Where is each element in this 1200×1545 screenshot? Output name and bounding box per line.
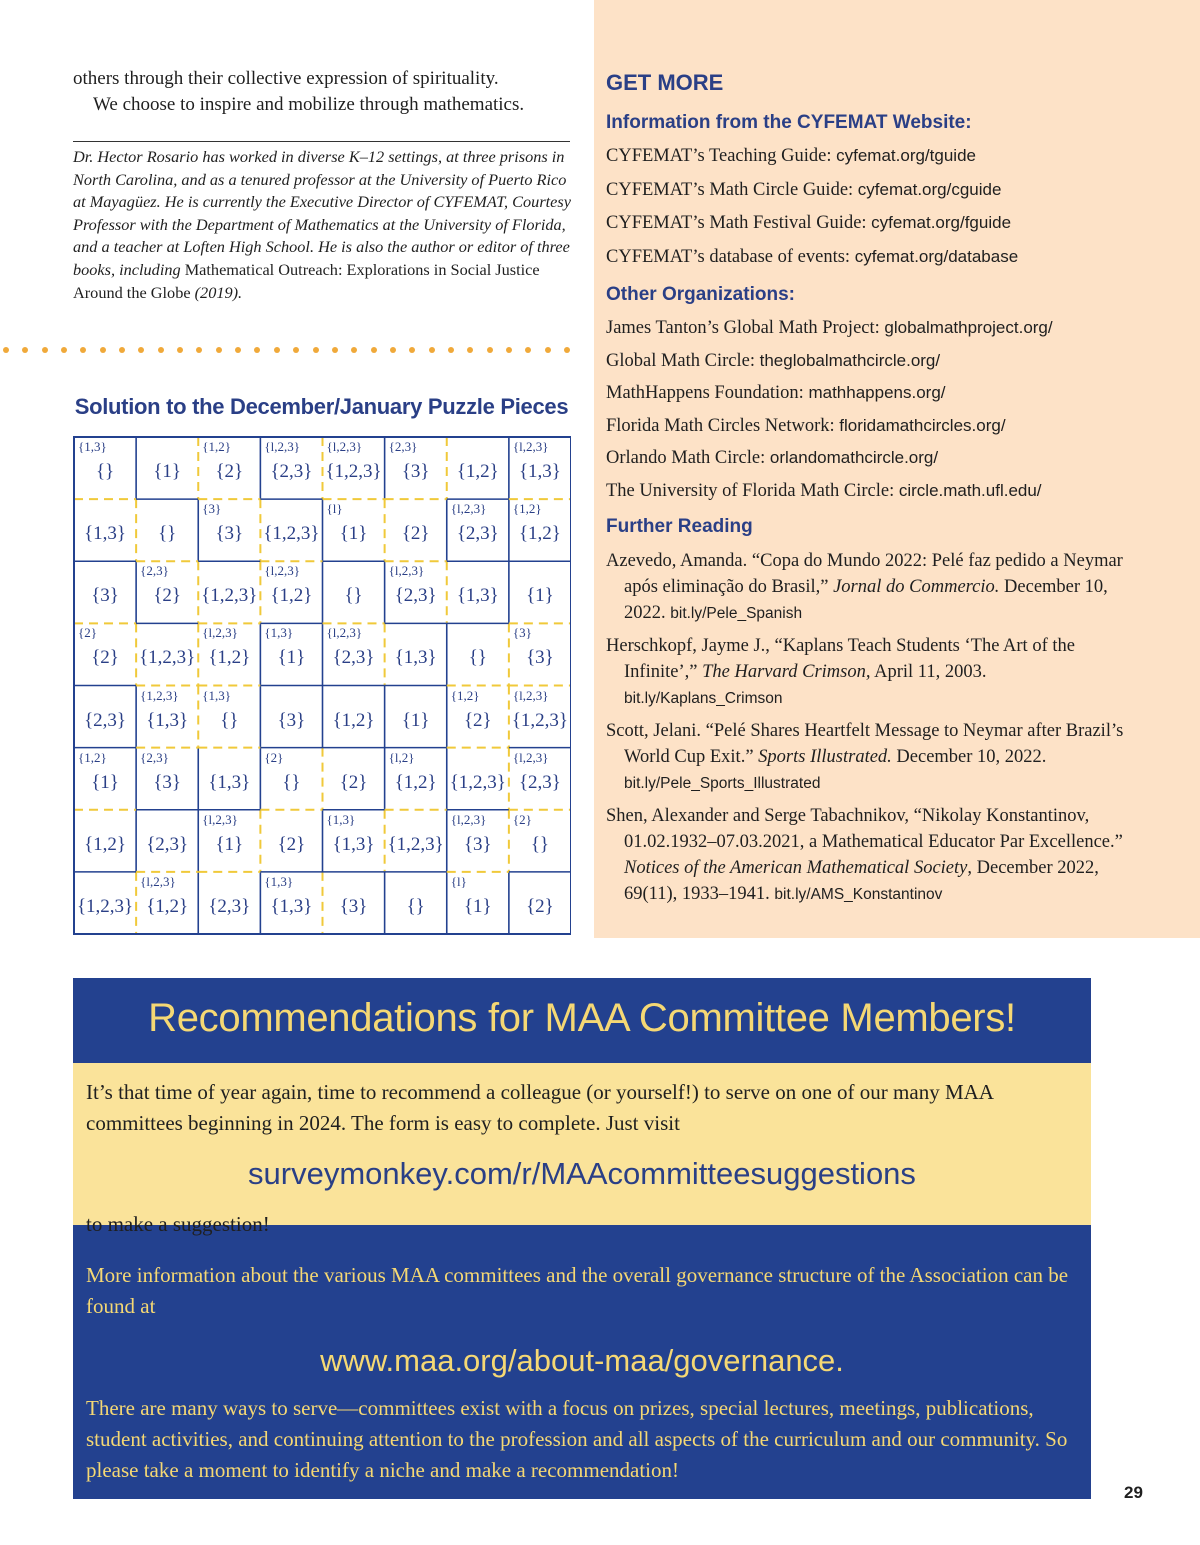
dotted-separator — [0, 344, 570, 356]
body-line: We choose to inspire and mobilize through mathematics. — [93, 94, 525, 115]
banner-paragraph: More information about the various MAA committees and the overall governance structure of the Association can be found at — [86, 1263, 1069, 1318]
cell-solution: {2} — [277, 833, 306, 855]
cell-solution: {3} — [463, 833, 492, 855]
separator-dot — [119, 347, 125, 353]
cell-solution: {1,3} — [146, 709, 189, 731]
separator-dot — [332, 347, 338, 353]
cell-solution: {1,3} — [518, 461, 561, 482]
cell-solution: {2,3} — [84, 709, 127, 731]
reference-item — [606, 718, 1146, 797]
get-more-heading: GET MORE — [606, 70, 724, 95]
cell-corner-label: {l,2,3} — [388, 563, 425, 579]
article-ending — [73, 66, 573, 118]
cell-solution: {3} — [91, 585, 119, 607]
reference-item — [606, 803, 1146, 908]
cell-corner-label: {l,2,3} — [326, 439, 363, 454]
reference-date: , December 2022, 69(11), 1933–1941. — [624, 858, 1099, 904]
separator-dot — [80, 347, 86, 353]
cyfemat-link — [606, 178, 1001, 202]
org-link-url[interactable]: theglobalmathcircle.org/ — [759, 350, 941, 370]
org-link — [606, 414, 1006, 438]
body-line: others through their collective expression of spirituality. — [73, 68, 499, 89]
bio-year: (2019). — [190, 282, 243, 302]
banner-paragraph: to make a suggestion! — [86, 1212, 270, 1236]
cell-corner-label: {l,2,3} — [512, 749, 549, 765]
cell-solution: {} — [406, 895, 425, 917]
cyfemat-link-label: CYFEMAT’s database of events: — [606, 246, 855, 267]
cell-solution: {2} — [215, 461, 244, 482]
cell-solution: {2} — [339, 771, 368, 793]
reference-source: Jornal do Commercio. — [833, 577, 1000, 597]
cell-solution: {1} — [215, 833, 244, 855]
reference-source: The Harvard Crimson, — [702, 662, 871, 682]
org-link-label: Orlando Math Circle: — [606, 448, 770, 468]
cell-solution: {} — [282, 771, 301, 793]
cell-solution: {1,3} — [270, 895, 313, 917]
cyfemat-link-label: CYFEMAT’s Teaching Guide: — [606, 146, 837, 166]
reference-url[interactable]: bit.ly/AMS_Konstantinov — [774, 886, 943, 903]
cell-solution: {1,2} — [208, 647, 251, 669]
cell-solution: {} — [468, 647, 487, 669]
cyfemat-link — [606, 245, 1018, 269]
puzzle-grid — [73, 436, 571, 935]
other-orgs-heading: Other Organizations: — [606, 284, 795, 305]
separator-dot — [254, 347, 260, 353]
org-link-url[interactable]: orlandomathcircle.org/ — [769, 448, 939, 467]
cell-solution: {3} — [401, 461, 430, 482]
cell-solution: {1,3} — [208, 771, 251, 793]
separator-dot — [487, 347, 493, 353]
cell-corner-label: {l,2,3} — [264, 439, 300, 454]
cell-solution: {2} — [401, 523, 430, 545]
cell-solution: {1,3} — [456, 585, 499, 607]
separator-dot — [293, 347, 299, 353]
reference-text: Azevedo, Amanda. “Copa do Mundo 2022: Pelé faz pedido a Neymar após eliminação do Brasil,” — [606, 551, 1123, 597]
org-link-url[interactable]: mathhappens.org/ — [808, 383, 946, 402]
cell-solution: {3} — [339, 895, 368, 917]
cell-corner-label: {1,3} — [326, 811, 356, 827]
banner-title: Recommendations for MAA Committee Members! — [148, 996, 1016, 1040]
cell-corner-label: {1,2,3} — [140, 687, 179, 703]
separator-dot — [467, 347, 473, 353]
cell-solution: {1} — [463, 895, 492, 917]
cell-corner-label: {l,2,3} — [512, 439, 549, 454]
cell-solution: {1} — [91, 771, 119, 793]
org-link-url[interactable]: circle.math.ufl.edu/ — [898, 480, 1042, 500]
page-number: 29 — [1124, 1483, 1143, 1502]
cell-solution: {2,3} — [146, 833, 189, 855]
cell-solution: {1} — [277, 647, 306, 669]
separator-dot — [42, 347, 48, 353]
reference-url[interactable]: bit.ly/Kaplans_Crimson — [624, 690, 783, 707]
cell-solution: {2,3} — [332, 647, 375, 669]
cell-solution: {1,2} — [146, 895, 189, 917]
cell-solution: {1,2,3} — [263, 523, 320, 545]
cell-corner-label: {l} — [326, 501, 343, 517]
separator-dot — [448, 347, 454, 353]
puzzle-grid-lines — [73, 436, 571, 935]
cyfemat-link-url[interactable]: cyfemat.org/fguide — [871, 213, 1012, 232]
cell-solution: {3} — [526, 647, 554, 669]
cell-corner-label: {1,2} — [202, 439, 231, 454]
reference-text: Herschkopf, Jayme J., “Kaplans Teach Students ‘The Art of the Infinite’,” — [606, 636, 1075, 682]
cell-solution: {1,3} — [394, 647, 437, 669]
cell-corner-label: {3} — [512, 625, 532, 641]
cell-solution: {1,2,3} — [76, 895, 134, 917]
cell-corner-label: {1,3} — [202, 687, 231, 703]
cell-solution: {1,2,3} — [325, 461, 382, 482]
cell-solution: {2} — [463, 709, 492, 731]
org-link-label: The University of Florida Math Circle: — [606, 480, 899, 501]
cell-corner-label: {2} — [264, 749, 284, 765]
bio-text: Dr. Hector Rosario has worked in diverse K–12 settings, at three prisons in North Carolina, and as a tenured professor at the University of Puerto Rico at Mayagüez. He is currently the Executive Director of CYFEMAT, Courtesy Professor with the Department of Mathematics at the University of Florida, and a teacher at Loften High School. He is also the author or editor of three books, including — [73, 147, 571, 279]
reference-item — [606, 633, 1146, 712]
org-link-label: James Tanton’s Global Math Project: — [606, 318, 885, 338]
author-bio — [73, 146, 573, 304]
cell-corner-label: {l,2,3} — [326, 625, 363, 641]
separator-dot — [22, 347, 28, 353]
further-reading-heading: Further Reading — [606, 516, 753, 537]
cell-solution: {1,3} — [84, 523, 127, 545]
org-link-url[interactable]: floridamathcircles.org/ — [839, 415, 1006, 435]
reference-source: Notices of the American Mathematical Society — [624, 858, 968, 878]
cell-corner-label: {2,3} — [140, 563, 169, 579]
org-link — [606, 349, 940, 373]
cell-corner-label: {l,2,3} — [140, 873, 176, 889]
cell-solution: {1,2} — [456, 461, 499, 482]
cell-corner-label: {l,2,3} — [202, 811, 238, 827]
cyfemat-link-url[interactable]: cyfemat.org/cguide — [857, 179, 1002, 199]
org-link — [606, 316, 1053, 340]
cyfemat-link-label: CYFEMAT’s Math Circle Guide: — [606, 179, 858, 200]
separator-dot — [313, 347, 319, 353]
cell-solution: {1,2,3} — [139, 647, 196, 669]
cell-solution: {1,2} — [270, 585, 313, 607]
cell-solution: {2,3} — [518, 771, 561, 793]
separator-dot — [409, 347, 415, 353]
org-link — [606, 381, 946, 405]
cell-solution: {1,2,3} — [387, 833, 444, 855]
cell-solution: {2} — [153, 585, 182, 607]
reference-date: April 11, 2003. — [870, 662, 987, 682]
cell-corner-label: {l,2,3} — [202, 625, 238, 641]
cell-solution: {1,2,3} — [449, 771, 506, 793]
cell-solution: {2} — [526, 895, 554, 917]
separator-dot — [429, 347, 435, 353]
cell-corner-label: {l,2,3} — [450, 811, 487, 827]
cell-solution: {} — [530, 833, 550, 855]
cell-corner-label: {1,2} — [450, 687, 480, 703]
cell-corner-label: {l,2,3} — [512, 687, 549, 703]
cell-solution: {2,3} — [270, 461, 313, 482]
cell-solution: {1} — [526, 585, 554, 607]
cell-solution: {1,2} — [518, 523, 561, 545]
separator-dot — [158, 347, 164, 353]
cell-corner-label: {1,3} — [264, 873, 294, 889]
reference-date: December 10, 2022. — [891, 747, 1047, 767]
puzzle-title: Solution to the December/January Puzzle Pieces — [74, 394, 569, 419]
bio-book-title: Mathematical Outreach: Explorations in Social Justice Around the Globe — [73, 259, 540, 302]
org-link-label: Florida Math Circles Network: — [606, 415, 840, 436]
separator-dot — [390, 347, 396, 353]
org-link-label: Global Math Circle: — [606, 350, 760, 371]
banner-paragraph: It’s that time of year again, time to recommend a colleague (or yourself!) to serve on one of our many MAA committees beginning in 2024. The form is easy to complete. Just visit — [86, 1080, 993, 1135]
cyfemat-link-url[interactable]: cyfemat.org/database — [854, 246, 1019, 266]
banner-paragraph: There are many ways to serve—committees exist with a focus on prizes, special lectures, meetings, publications, student activities, and continuing attention to the profession and all aspects of the curriculum and our community. So please take a moment to identify a niche and make a recommendation! — [86, 1396, 1068, 1482]
cell-solution: {} — [344, 585, 363, 607]
divider — [73, 141, 570, 142]
cell-solution: {1,2} — [394, 771, 437, 793]
cell-corner-label: {l,2,3} — [264, 563, 300, 579]
cell-solution: {2,3} — [456, 523, 499, 545]
reference-item — [606, 548, 1146, 627]
separator-dot — [564, 347, 570, 353]
separator-dot — [235, 347, 241, 353]
separator-dot — [545, 347, 551, 353]
survey-link[interactable]: surveymonkey.com/r/MAAcommitteesuggestions — [248, 1156, 916, 1191]
cell-solution: {1} — [339, 523, 368, 545]
cell-corner-label: {1,3} — [264, 625, 294, 641]
cell-solution: {1,2,3} — [511, 709, 569, 731]
cell-solution: {2,3} — [208, 895, 251, 917]
separator-dot — [196, 347, 202, 353]
reference-url[interactable]: bit.ly/Pele_Sports_Illustrated — [624, 775, 821, 792]
cell-solution: {3} — [215, 523, 244, 545]
separator-dot — [100, 347, 106, 353]
separator-dot — [525, 347, 531, 353]
cell-corner-label: {2} — [512, 811, 532, 827]
separator-dot — [351, 347, 357, 353]
reference-source: Sports Illustrated. — [758, 747, 892, 767]
cell-corner-label: {l} — [450, 873, 467, 889]
cell-solution: {} — [220, 709, 239, 731]
cell-solution: {2,3} — [394, 585, 437, 607]
cell-solution: {3} — [153, 771, 182, 793]
reference-text: Scott, Jelani. “Pelé Shares Heartfelt Message to Neymar after Brazil’s World Cup Exit.” — [606, 721, 1124, 767]
cell-corner-label: {2,3} — [388, 439, 418, 454]
cell-solution: {1} — [153, 461, 182, 482]
cell-corner-label: {3} — [202, 501, 222, 517]
cell-corner-label: {l,2,3} — [450, 501, 487, 517]
cyfemat-link — [606, 144, 976, 168]
separator-dot — [216, 347, 222, 353]
cell-corner-label: {l,2} — [388, 749, 415, 765]
cell-solution: {1,2} — [332, 709, 375, 731]
governance-link[interactable]: www.maa.org/about-maa/governance. — [320, 1343, 844, 1378]
separator-dot — [274, 347, 280, 353]
org-link — [606, 446, 938, 470]
org-link-label: MathHappens Foundation: — [606, 383, 809, 403]
cyfemat-link-label: CYFEMAT’s Math Festival Guide: — [606, 213, 872, 233]
cell-corner-label: {1,3} — [78, 439, 107, 454]
separator-dot — [61, 347, 67, 353]
separator-dot — [371, 347, 377, 353]
cell-solution: {} — [158, 523, 177, 545]
cell-solution: {1,2,3} — [201, 585, 258, 607]
maa-committee-banner — [73, 978, 1091, 1499]
org-link — [606, 479, 1042, 503]
separator-dot — [177, 347, 183, 353]
cell-solution: {3} — [277, 709, 306, 731]
separator-dot — [506, 347, 512, 353]
cell-solution: {1,3} — [332, 833, 375, 855]
cyfemat-link-url[interactable]: cyfemat.org/tguide — [836, 146, 976, 165]
cell-corner-label: {1,2} — [512, 501, 542, 517]
info-heading: Information from the CYFEMAT Website: — [606, 112, 972, 133]
separator-dot — [3, 347, 9, 353]
reference-date: December 10, 2022. — [624, 577, 1108, 623]
cell-solution: {} — [95, 461, 115, 482]
cell-solution: {1} — [401, 709, 430, 731]
cell-corner-label: {2} — [78, 625, 97, 641]
cell-solution: {1,2} — [84, 833, 127, 855]
separator-dot — [138, 347, 144, 353]
cell-corner-label: {2,3} — [140, 749, 169, 765]
reference-url[interactable]: bit.ly/Pele_Spanish — [670, 605, 803, 622]
reference-text: Shen, Alexander and Serge Tabachnikov, “Nikolay Konstantinov, 01.02.1932–07.03.2021, a Mathematical Educator Par Excellence.” — [606, 806, 1123, 852]
cyfemat-link — [606, 211, 1011, 235]
org-link-url[interactable]: globalmathproject.org/ — [884, 318, 1053, 337]
cell-solution: {2} — [91, 647, 119, 669]
cell-corner-label: {1,2} — [78, 749, 107, 765]
